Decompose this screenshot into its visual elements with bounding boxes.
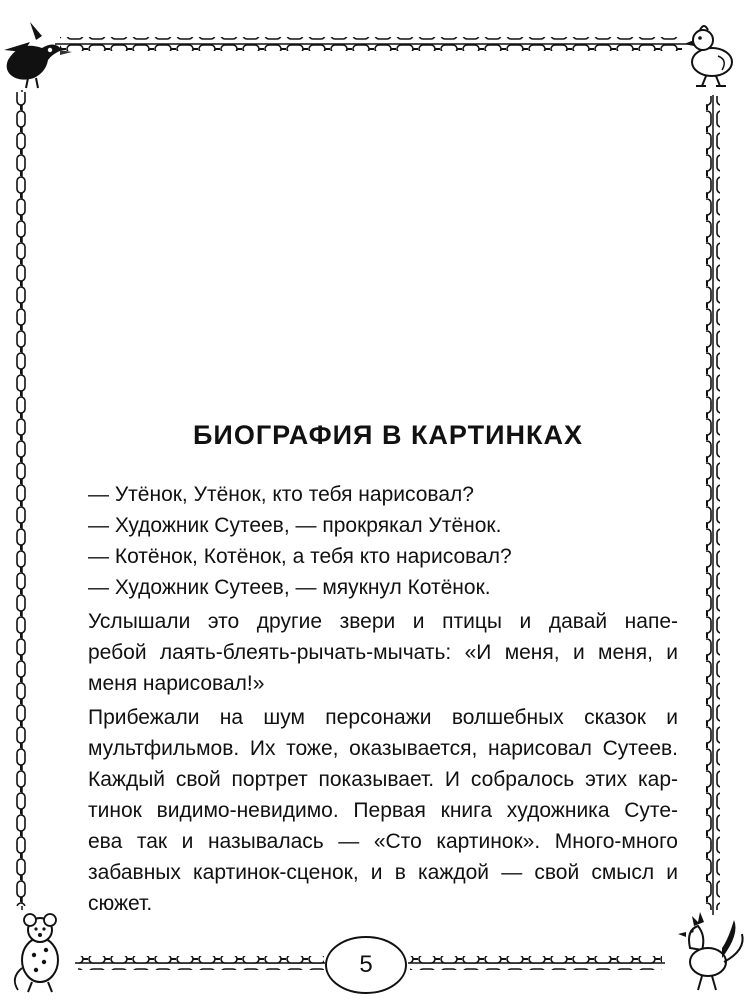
paragraph-line: Услышали это другие звери и птицы и давай напе-	[88, 610, 678, 633]
page-number-container	[325, 936, 407, 994]
frame-top-border	[55, 37, 690, 51]
paragraph-line: мультфильмов. Их тоже, оказывается, нарисовал Сутеев.	[88, 737, 678, 760]
paragraph-line: Каждый свой портрет показывает. И собралось этих кар-	[88, 768, 678, 791]
paragraph-line: забавных картинок-сценок, и в каждой — свой смысл и	[88, 861, 678, 884]
paragraph-line: сюжет.	[88, 892, 153, 915]
paragraph-line: Прибежали на шум персонажи волшебных сказок и	[88, 706, 678, 729]
rooster-icon	[678, 912, 743, 990]
dialogue-line: — Утёнок, Утёнок, кто тебя нарисовал?	[88, 483, 474, 506]
paragraph-line: ребой лаять-блеять-рычать-мычать: «И меня, и меня, и	[88, 641, 678, 664]
paragraph-1	[88, 606, 678, 699]
page-number: 5	[359, 951, 373, 978]
page-title: БИОГРАФИЯ В КАРТИНКАХ	[193, 420, 583, 450]
mouse-icon	[15, 914, 58, 992]
paragraph-line: ева так и называлась — «Сто картинок». Много-много	[88, 830, 678, 853]
article	[88, 420, 678, 919]
dialogue-line: — Котёнок, Котёнок, а тебя кто нарисовал?	[88, 545, 512, 568]
dialogue-line: — Художник Сутеев, — мяукнул Котёнок.	[88, 576, 491, 599]
paragraph-line: меня нарисовал!»	[88, 672, 265, 695]
frame-left-border	[15, 90, 29, 910]
crow-icon	[4, 22, 72, 88]
paragraph-2	[88, 702, 678, 919]
frame-right-border	[706, 95, 720, 915]
dialogue-line: — Художник Сутеев, — прокрякал Утёнок.	[88, 514, 502, 537]
paragraph-line: тинок видимо-невидимо. Первая книга художника Суте-	[88, 799, 678, 822]
duckling-icon	[684, 26, 732, 86]
